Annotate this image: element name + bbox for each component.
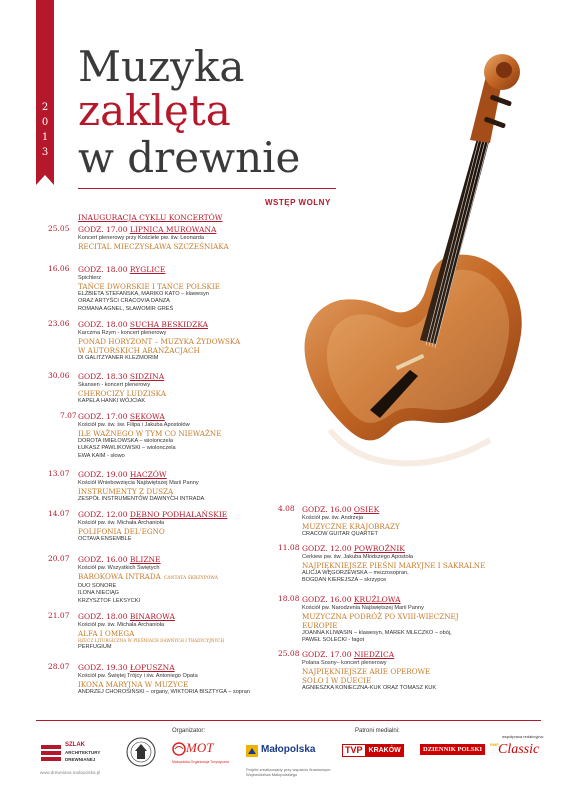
footer-divider [36,720,541,721]
event-time: GODZ. 16.00 [302,595,352,604]
event-performer: KRZYSZTOF LEKSYCKI [78,597,141,604]
event-title [78,389,166,398]
year-label [36,100,54,160]
event-venue: Karczma Rzym - koncert plenerowy [78,330,167,336]
dziennik-polski-logo: DZIENNIK POLSKI [420,744,485,755]
event-place: LIPNICA MUROWANA [129,225,217,234]
violin-illustration [270,10,570,513]
free-entry-label: WSTĘP WOLNY [265,198,331,207]
event-venue: Polana Sosny– koncert plenerowy [302,660,387,666]
event-time: GODZ. 19.00 [78,470,128,479]
event-title-text: ILE WAŻNEGO W TYM CO NIEWAŻNE [78,429,222,439]
event-title [78,572,218,583]
event-body [78,320,240,362]
event-time: GODZ. 16.00 [78,555,128,564]
szlak-line2: ARCHITEKTURY [65,750,101,755]
event-heading [302,650,436,660]
event-title-line2: SOLO I W DUECIE [302,676,372,686]
inauguration-label: INAUGURACJA CYKLU KONCERTÓW [78,213,223,222]
title-line-2: zaklęta [78,86,231,135]
event-time: GODZ. 16.00 [302,505,352,514]
event-place: DĘBNO PODHALAŃSKIE [129,510,228,519]
rmf-label: RMF [490,742,499,747]
event-body [302,650,436,692]
title-line-1: Muzyka [78,42,245,91]
event-body [78,225,229,251]
event-title-text: CHEROCIZY LUDZISKA [78,389,166,399]
malopolska-icon [246,745,258,757]
event-time: GODZ. 18.00 [78,265,128,274]
event-time: GODZ. 12.00 [302,544,352,553]
event-date: 16.06 [48,264,70,273]
coop-label: współpraca redakcyjna: [502,734,544,739]
event-date: 28.07 [48,662,70,671]
event-venue: Spichlerz [78,275,102,281]
event-date: 4.08 [278,504,295,513]
event-title [78,629,224,638]
event-title-text: ALFA I OMEGA [78,629,135,639]
event-date: 23.06 [48,319,70,328]
event-body [78,470,204,503]
event-performer: ZESPÓŁ INSTRUMENTÓW DAWNYCH INTRADA [78,496,205,503]
event-performer: DI GALITZYANER KLEZMORIM [78,355,159,362]
event-venue: Koncert plenerowy przy Kościele pw. św. Leonarda [78,235,204,241]
event-date: 25.05 [48,224,70,233]
event-heading [78,412,221,422]
event-performer: ŁUKASZ PAWLIKOWSKI – wiolonczela [78,445,176,452]
event-performer: ALICJA WĘGORZEWSKA – mezzosopran, [302,570,409,577]
year-value: 2 0 1 3 [41,102,49,158]
mot-label: MOT [186,740,214,755]
event-title-text: MUZYCZNA PODRÓŻ PO XVIII-WIECZNEJ [302,612,459,622]
event-venue: Kościół pw. św. Michała Archanioła [78,622,165,628]
event-date: 7.07 [60,411,77,420]
tvp-krakow-logo [342,744,404,757]
event-title [78,429,221,438]
website-link[interactable]: www.drewniana.malopolska.pl [40,770,101,775]
heritage-seal-icon [126,737,156,767]
event-body [78,612,224,651]
event-heading [78,555,218,565]
event-heading [78,320,240,330]
event-date: 18.08 [278,594,300,603]
event-time: GODZ. 18.00 [78,612,128,621]
event-time: GODZ. 17.00 [302,650,352,659]
event-time: GODZ. 12.00 [78,510,128,519]
event-heading [78,510,227,520]
event-title-text: PONAD HORYZONT – MUZYKA ŻYDOWSKA [78,337,241,347]
malopolska-logo [246,744,326,760]
classic-label: Classic [498,742,540,757]
title-line-3: w drewnie [78,133,301,182]
szlak-icon [40,742,62,764]
event-body [78,663,250,696]
szlak-line3: DREWNIANEJ [65,757,96,762]
event-heading [302,505,400,515]
event-time: GODZ. 17.00 [78,225,128,234]
event-body [78,265,220,313]
event-performer: DOROTA IMIEŁOWSKA – wiolonczela [78,438,174,445]
event-performer: JOANNA KLIWASIN – klawesyn, MAREK MLECZKO – obój, [302,630,452,637]
event-performer: KAPELA HANKI WÓJCIAK [78,398,146,405]
event-title-text: POLIFONIA DEL'EGNO [78,527,165,537]
event-title-text: NAJPIĘKNIEJSZE PIEŚNI MARYJNE I SAKRALNE [302,561,486,571]
event-title-text: NAJPIĘKNIEJSZE ARIE OPEROWE [302,667,431,677]
event-body [302,595,459,645]
event-time: GODZ. 18.30 [78,372,128,381]
event-title-text: RECITAL MIECZYSŁAWA SZCZEŚNIAKA [78,242,229,252]
event-heading [302,595,459,605]
event-place: RYGLICE [129,265,166,274]
event-place: POWROŹNIK [353,544,405,553]
project-note: Projekt zrealizowany przy wsparciu finansowym Województwa Małopolskiego [246,767,331,777]
event-performer: ROMANA AGNEL, SŁAWOMIR GREŚ [78,305,174,312]
event-performer: ORAZ ARTYŚCI CRACOVIA DANZA [78,298,170,305]
event-body [78,555,218,605]
event-place: ŁOPUSZNA [129,663,175,672]
mot-icon [172,742,186,756]
event-place: KRUŻLOWA [353,595,401,604]
event-performer: CRACOW GUITAR QUARTET [302,531,378,538]
event-title-line2: EUROPIE [302,621,338,631]
event-date: 30.06 [48,371,70,380]
event-title-text: INSTRUMENTY Z DUSZĄ [78,487,174,497]
event-title [302,561,485,570]
event-title-text: TAŃCE DWORSKIE I TAŃCE POLSKIE [78,282,220,292]
event-venue: Kościół pw. Świętej Trójcy i św. Antoniego Opata [78,673,198,679]
event-performer: ILONA NIECIĄG [78,590,120,597]
event-title-text: BAROKOWA INTRADA [78,572,161,582]
event-heading [78,372,166,382]
event-body [302,505,400,538]
event-venue: Kościół pw. św. Andrzeja [302,515,363,521]
event-body [302,544,485,585]
event-title-text: MUZYCZNE KRAJOBRAZY [302,522,400,532]
event-time: GODZ. 18.00 [78,320,128,329]
event-heading [78,663,250,673]
event-heading [78,265,220,275]
event-performer: AGNIESZKA KONIECZNA-KUK ORAZ TOMASZ KUK [302,685,437,692]
event-title [78,680,250,689]
event-place: SIDZINA [129,372,165,381]
event-date: 11.08 [278,543,300,552]
event-venue: Kościół pw. św. św. Filipa i Jakuba Apostołów [78,422,190,428]
event-body [78,372,166,405]
event-venue: Kościół pw. św. Michała Archanioła [78,520,165,526]
event-title [78,337,240,346]
szlak-logo [40,740,120,768]
event-performer: ELŻBIETA STEFAŃSKA, MARIKO KATO – klawesyn [78,291,209,298]
event-place: HACZÓW [129,470,167,479]
event-heading [78,612,224,622]
event-performer: PAWEŁ SOLECKI - fagot [302,637,365,644]
malopolska-label: Małopolska [261,744,316,755]
tvp-label: TVP [342,744,366,757]
event-date: 21.07 [48,611,70,620]
event-title-note: RZECZ LITURGICZNA W PIEŚNIACH DAWNYCH I TRADYCYJNYCH [78,638,225,644]
event-venue: Skansen - koncert plenerowy [78,382,151,388]
event-title-line2: W AUTORSKICH ARANŻACJACH [78,346,200,356]
event-time: GODZ. 17.00 [78,412,128,421]
event-date: 25.08 [278,649,300,658]
event-title [78,282,220,291]
event-place: NIEDZICA [353,650,395,659]
event-date: 20.07 [48,554,70,563]
event-title [78,487,204,496]
tvp-city: KRAKÓW [366,744,404,757]
event-place: SUCHA BESKIDZKA [129,320,209,329]
event-title-subtitle: CANTATA ŚKRZYPOWA [163,576,218,582]
event-venue: Cerkiew pw. św. Jakuba Młodszego Apostoła [302,554,413,560]
event-place: BINAROWA [129,612,175,621]
event-body [78,412,221,460]
event-performer: ANDRZEJ CHOROSIŃSKI – organy, WIKTORIA BISZTYGA – sopran [78,689,251,696]
event-performer: PERFUGIUM [78,644,112,651]
event-heading [78,225,229,235]
event-time: GODZ. 19.30 [78,663,128,672]
event-place: SĘKOWA [129,412,165,421]
event-venue: Kościół Wniebowzięcia Najświętszej Marii Panny [78,480,199,486]
event-venue: Kościół pw. Narodzenia Najświętszej Marii Panny [302,605,424,611]
event-performer: DUO SONORE [78,583,117,590]
event-body [78,510,227,543]
event-title [302,522,400,531]
event-performer: OCTAVA ENSEMBLE [78,536,132,543]
event-performer: EWA KAIM - słowo [78,452,125,459]
mot-sub: Małopolska Organizacja Turystyczna [172,760,229,764]
event-title [302,612,459,621]
event-heading [78,470,204,480]
event-venue: Kościół pw. Wszystkich Świętych [78,565,160,571]
event-title [78,242,229,251]
event-title [302,667,436,676]
event-date: 14.07 [48,509,70,518]
organizer-label: Organizator: [172,728,206,734]
event-place: OSIEK [353,505,380,514]
event-title-text: IKONA MARYJNA W MUZYCE [78,680,189,690]
media-label: Patroni medialni: [355,728,400,734]
event-date: 13.07 [48,469,70,478]
szlak-line1: SZLAK [65,742,85,748]
event-title [78,527,227,536]
event-heading [302,544,485,554]
event-place: BLIZNE [129,555,161,564]
mot-logo [172,740,232,770]
event-performer: BOGDAN KIEREJSZA – skrzypce [302,577,387,584]
